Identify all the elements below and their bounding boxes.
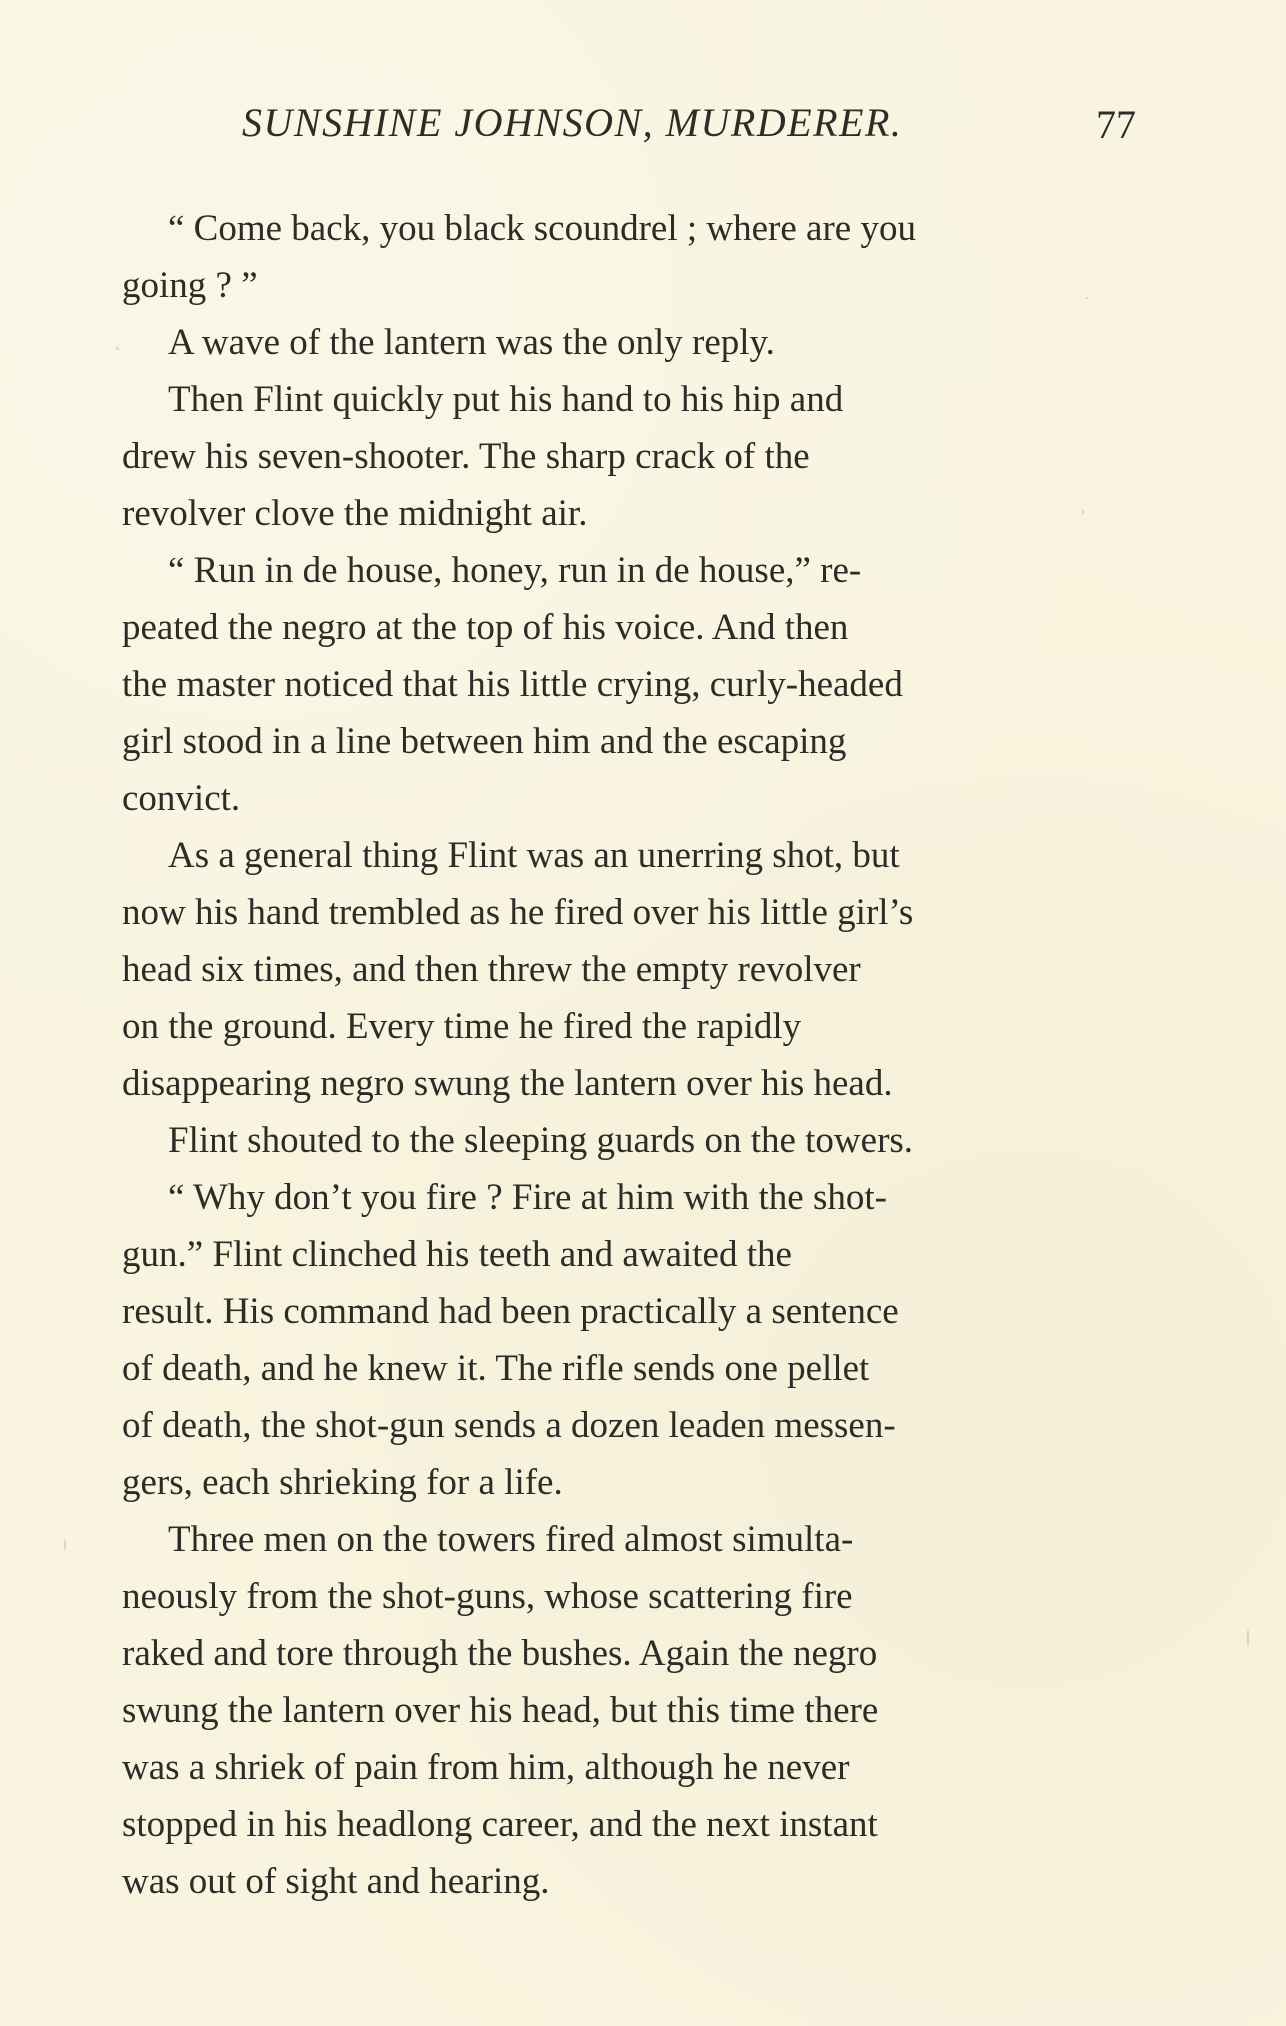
paper-speck [1247, 1629, 1249, 1647]
text-line: convict. [122, 778, 241, 819]
text-line: gers, each shrieking for a life. [122, 1462, 563, 1503]
text-line: Then Flint quickly put his hand to his hip and [168, 379, 844, 420]
text-line: of death, the shot-gun sends a dozen leaden messen- [122, 1405, 896, 1446]
text-line: drew his seven-shooter. The sharp crack of the [122, 436, 810, 477]
text-line: raked and tore through the bushes. Again the negro [122, 1633, 878, 1674]
text-line: As a general thing Flint was an unerring shot, but [168, 835, 900, 876]
text-line: stopped in his headlong career, and the next instant [122, 1804, 878, 1845]
text-line: disappearing negro swung the lantern over his head. [122, 1063, 893, 1104]
text-line: of death, and he knew it. The rifle sends one pellet [122, 1348, 870, 1389]
text-line: “ Run in de house, honey, run in de house,” re- [168, 550, 862, 591]
text-line: “ Why don’t you fire ? Fire at him with the shot- [168, 1177, 887, 1218]
text-line: was out of sight and hearing. [122, 1861, 550, 1902]
text-line: on the ground. Every time he fired the rapidly [122, 1006, 802, 1047]
text-line: swung the lantern over his head, but this time there [122, 1690, 879, 1731]
text-line: head six times, and then threw the empty revolver [122, 949, 861, 990]
paper-speck [1082, 509, 1084, 515]
text-line: the master noticed that his little crying, curly-headed [122, 664, 903, 705]
body-text [122, 200, 1136, 1910]
text-line: going ? ” [122, 265, 258, 306]
text-line: peated the negro at the top of his voice. And then [122, 607, 849, 648]
text-line: “ Come back, you black scoundrel ; where are you [168, 208, 916, 249]
text-line: Three men on the towers fired almost simulta- [168, 1519, 854, 1560]
page-header [122, 100, 1136, 163]
text-line: result. His command had been practically a sentence [122, 1291, 899, 1332]
text-line: revolver clove the midnight air. [122, 493, 588, 534]
paper-speck [1086, 297, 1088, 299]
text-line: Flint shouted to the sleeping guards on the towers. [168, 1120, 914, 1161]
text-line: was a shriek of pain from him, although he never [122, 1747, 850, 1788]
text-line: girl stood in a line between him and the escaping [122, 721, 847, 762]
running-title: SUNSHINE JOHNSON, MURDERER. [242, 100, 903, 145]
text-line: neously from the shot-guns, whose scattering fire [122, 1576, 853, 1617]
text-line: A wave of the lantern was the only reply. [168, 322, 775, 363]
page-number: 77 [1096, 102, 1136, 147]
text-line: gun.” Flint clinched his teeth and awaited the [122, 1234, 792, 1275]
paper-speck [64, 1539, 66, 1551]
paper-speck [116, 347, 119, 350]
text-line: now his hand trembled as he fired over his little girl’s [122, 892, 914, 933]
